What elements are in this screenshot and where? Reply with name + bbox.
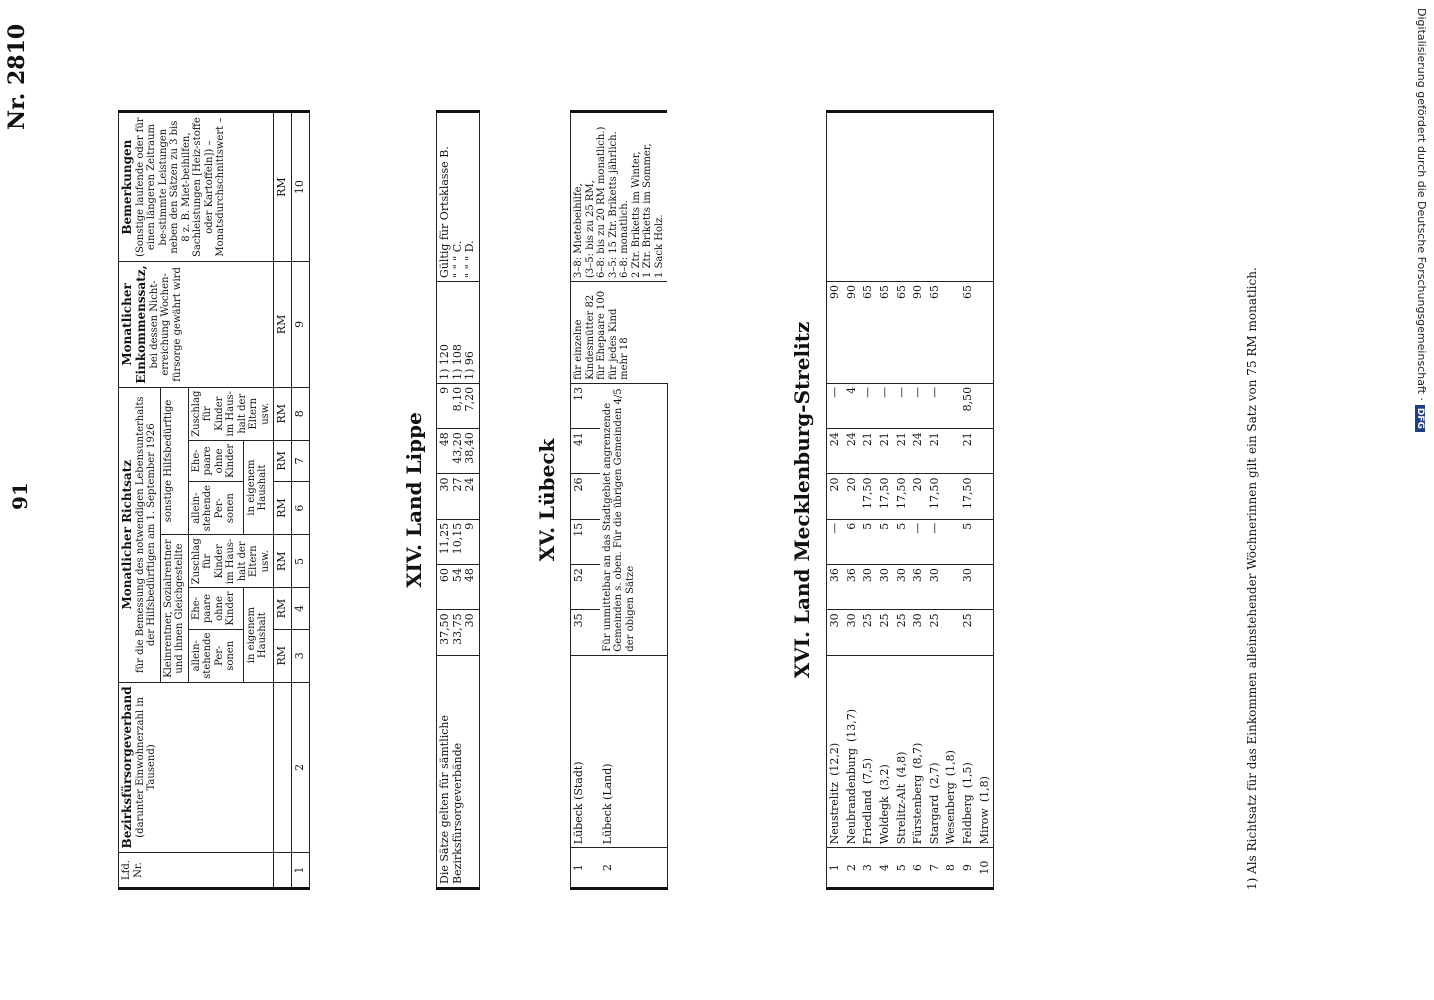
mecklenburg-c4: 30 [894, 565, 911, 610]
header-allein-b: allein-stehende Per-sonen [188, 482, 243, 535]
header-bemerkungen [119, 112, 274, 262]
section-title-lippe: XIV. Land Lippe [402, 412, 426, 588]
mecklenburg-c10 [844, 112, 861, 282]
mecklenburg-c9: 65 [960, 281, 977, 383]
header-group-a: Kleinrentner, Sozialrentner und ihnen Gleichgestellte [160, 535, 188, 683]
unit-cell: RM [274, 629, 292, 682]
header-group-b: sonstige Hilfsbedürftige [160, 387, 188, 535]
mecklenburg-c7: 21 [860, 429, 877, 474]
lippe-label: Die Sätze gelten für sämtliche Bezirksfürsorgeverbände [437, 655, 480, 888]
mecklenburg-c9: 65 [860, 281, 877, 383]
mecklenburg-name: Neubrandenburg [844, 748, 858, 845]
header-haushalt-b: in eigenem Haushalt [243, 440, 273, 534]
credit-text: Digitalisierung gefördert durch die Deutsche Forschungsgemeinschaft · [1415, 8, 1428, 401]
mecklenburg-c5: — [927, 519, 944, 564]
mecklenburg-c8: — [894, 383, 911, 428]
mecklenburg-c9: 90 [910, 281, 927, 383]
header-richtsatz-sub: für die Bemessung des notwendigen Lebensunterhalts der Hilfsbedürftigen am 1. September 1926 [134, 396, 158, 674]
table-row [437, 112, 480, 889]
column-number: 6 [291, 482, 309, 535]
mecklenburg-c9: 65 [877, 281, 894, 383]
header-richtsatz-title: Monatlicher Richtsatz [120, 459, 134, 610]
mecklenburg-population: (1,8) [977, 776, 991, 803]
table-row [860, 112, 877, 889]
mecklenburg-population: (2,7) [927, 762, 941, 789]
lippe-table [436, 110, 480, 890]
mecklenburg-name-cell [927, 655, 944, 848]
mecklenburg-c3: 30 [844, 610, 861, 655]
mecklenburg-c6 [977, 474, 994, 519]
mecklenburg-c8: — [910, 383, 927, 428]
mecklenburg-population: (4,8) [894, 751, 908, 778]
mecklenburg-c7: 24 [844, 429, 861, 474]
header-haushalt-a: in eigenem Haushalt [243, 588, 273, 682]
dfg-logo: DFG [1415, 405, 1425, 432]
lippe-c4: 60 54 48 [437, 565, 480, 610]
header-ehe-a: Ehe-paare ohne Kinder [188, 588, 243, 629]
mecklenburg-c5: 5 [894, 519, 911, 564]
mecklenburg-c3: 25 [877, 610, 894, 655]
page-header [4, 0, 48, 1000]
table-row [894, 112, 911, 889]
mecklenburg-c4: 30 [860, 565, 877, 610]
luebeck-c7: 41 [571, 429, 600, 474]
unit-cell: RM [274, 440, 292, 481]
mecklenburg-c8: — [877, 383, 894, 428]
mecklenburg-c8: — [860, 383, 877, 428]
mecklenburg-c6: 17,50 [960, 474, 977, 519]
lippe-c8: 9 8,10 7,20 [437, 383, 480, 428]
mecklenburg-c8: — [927, 383, 944, 428]
header-verband-sub: (darunter Einwohnerzahl in Tausend) [134, 697, 158, 838]
header-verband [119, 682, 274, 852]
header-richtsatz [119, 387, 161, 682]
mecklenburg-c10 [927, 112, 944, 282]
mecklenburg-c6: 17,50 [894, 474, 911, 519]
table-row [877, 112, 894, 889]
mecklenburg-c9: 65 [894, 281, 911, 383]
mecklenburg-nr: 5 [894, 848, 911, 889]
mecklenburg-name-cell [827, 655, 844, 848]
table-row [571, 112, 600, 889]
mecklenburg-c7: 24 [827, 429, 844, 474]
mecklenburg-c8: — [827, 383, 844, 428]
mecklenburg-name-cell [977, 655, 994, 848]
mecklenburg-name: Woldegk [877, 796, 891, 845]
mecklenburg-c5 [943, 519, 960, 564]
footnote: 1) Als Richtsatz für das Einkommen alleinstehender Wöchnerinnen gilt ein Satz von 75 RM monatlich. [1245, 267, 1259, 890]
luebeck-c5: 15 [571, 519, 600, 564]
digitization-credit [1408, 8, 1428, 998]
mecklenburg-c3: 25 [860, 610, 877, 655]
mecklenburg-c10 [960, 112, 977, 282]
mecklenburg-c8: 8,50 [960, 383, 977, 428]
unit-cell: RM [274, 262, 292, 387]
mecklenburg-c3: 25 [960, 610, 977, 655]
mecklenburg-c7: 21 [894, 429, 911, 474]
mecklenburg-population: (1,8) [944, 750, 958, 777]
mecklenburg-c7 [943, 429, 960, 474]
mecklenburg-c9 [943, 281, 960, 383]
section-title-luebeck: XV. Lübeck [535, 438, 559, 562]
luebeck-c6: 26 [571, 474, 600, 519]
luebeck-c8: 13 [571, 383, 600, 428]
unit-cell [274, 682, 292, 852]
column-number: 7 [291, 440, 309, 481]
column-number: 8 [291, 387, 309, 440]
column-number: 3 [291, 629, 309, 682]
mecklenburg-c6: 17,50 [877, 474, 894, 519]
mecklenburg-c4 [943, 565, 960, 610]
luebeck-c3: 35 [571, 610, 600, 655]
unit-cell: RM [274, 588, 292, 629]
mecklenburg-c3 [977, 610, 994, 655]
mecklenburg-c10 [943, 112, 960, 282]
mecklenburg-c10 [894, 112, 911, 282]
mecklenburg-c5: 5 [860, 519, 877, 564]
mecklenburg-nr: 3 [860, 848, 877, 889]
mecklenburg-name-cell [877, 655, 894, 848]
mecklenburg-nr: 2 [844, 848, 861, 889]
mecklenburg-c3: 25 [927, 610, 944, 655]
mecklenburg-c8: 4 [844, 383, 861, 428]
header-verband-title: Bezirksfürsorgeverband [120, 686, 134, 849]
mecklenburg-c4: 36 [910, 565, 927, 610]
mecklenburg-c6: 20 [844, 474, 861, 519]
mecklenburg-c5: — [827, 519, 844, 564]
mecklenburg-c5 [977, 519, 994, 564]
table-row [844, 112, 861, 889]
mecklenburg-c7: 21 [927, 429, 944, 474]
mecklenburg-nr: 4 [877, 848, 894, 889]
mecklenburg-c10 [860, 112, 877, 282]
column-number: 10 [291, 112, 309, 262]
mecklenburg-c7: 21 [960, 429, 977, 474]
header-bemerkungen-title: Bemerkungen [120, 139, 134, 235]
mecklenburg-c3: 30 [910, 610, 927, 655]
mecklenburg-c9: 65 [927, 281, 944, 383]
luebeck-c4: 52 [571, 565, 600, 610]
header-zuschlag-b: Zuschlag für Kinder im Haus-halt der Eltern usw. [188, 387, 274, 440]
mecklenburg-population: (12,2) [828, 742, 841, 776]
lippe-c5: 11,25 10,15 9 [437, 519, 480, 564]
mecklenburg-nr: 7 [927, 848, 944, 889]
table-row [910, 112, 927, 889]
mecklenburg-name: Stargard [927, 794, 941, 845]
luebeck-land-note: Für unmittelbar an das Stadtgebiet angrenzende Gemeinden s. oben. Für die übrigen Gemeinden 4/5 der obigen Sätze [600, 383, 667, 655]
mecklenburg-c7: 21 [877, 429, 894, 474]
mecklenburg-name: Wesenberg [944, 782, 958, 845]
mecklenburg-c8 [943, 383, 960, 428]
luebeck-c9: für einzelne Kindesmütter 82 für Ehepaare 100 für jedes Kind mehr 18 [571, 281, 668, 383]
header-allein-a: allein-stehende Per-sonen [188, 629, 243, 682]
table-row [927, 112, 944, 889]
mecklenburg-name-cell [910, 655, 927, 848]
mecklenburg-c4 [977, 565, 994, 610]
mecklenburg-c9: 90 [844, 281, 861, 383]
mecklenburg-name-cell [894, 655, 911, 848]
mecklenburg-c6: 20 [827, 474, 844, 519]
mecklenburg-name-cell [960, 655, 977, 848]
lippe-c10: Gültig für Ortsklasse B. " " " C. " " " D. [437, 112, 480, 282]
header-einkommen-sub: bei dessen Nicht-erreichung Wochen-fürsorge gewährt wird [148, 267, 183, 382]
mecklenburg-c6: 17,50 [927, 474, 944, 519]
header-table [118, 110, 310, 890]
mecklenburg-c5: 5 [877, 519, 894, 564]
lippe-c3: 37,50 33,75 30 [437, 610, 480, 655]
column-number: 9 [291, 262, 309, 387]
mecklenburg-population: (8,7) [911, 742, 925, 769]
mecklenburg-name: Mirow [977, 808, 991, 845]
mecklenburg-c3: 30 [827, 610, 844, 655]
header-lfd-nr: Lfd. Nr. [119, 852, 274, 888]
mecklenburg-name-cell [860, 655, 877, 848]
mecklenburg-c5: — [910, 519, 927, 564]
mecklenburg-name: Friedland [861, 790, 875, 845]
luebeck-name: Lübeck (Land) [600, 655, 667, 848]
mecklenburg-name-cell [943, 655, 960, 848]
header-bemerkungen-sub: (Sonstige laufende oder für einen längeren Zeitraum be-stimmte Leistungen neben den Sätzen zu 3 bis 8 z. B. Miet-beihilfen, Sachleistungen [Heiz-stoffe oder Kartoffeln]) – Monatsdurchschnittswert – [134, 117, 227, 257]
mecklenburg-nr: 1 [827, 848, 844, 889]
luebeck-name: Lübeck (Stadt) [571, 655, 600, 848]
mecklenburg-name: Strelitz-Alt [894, 783, 908, 845]
mecklenburg-c5: 5 [960, 519, 977, 564]
header-ehe-b: Ehe-paare ohne Kinder [188, 440, 243, 481]
mecklenburg-c4: 30 [927, 565, 944, 610]
mecklenburg-c3: 25 [894, 610, 911, 655]
mecklenburg-nr: 6 [910, 848, 927, 889]
luebeck-table [570, 110, 668, 890]
mecklenburg-name: Fürstenberg [911, 774, 925, 845]
mecklenburg-c4: 36 [827, 565, 844, 610]
column-number: 4 [291, 588, 309, 629]
luebeck-nr: 2 [600, 848, 667, 889]
column-number: 5 [291, 535, 309, 588]
mecklenburg-name: Feldberg [961, 794, 975, 845]
table-row [977, 112, 994, 889]
mecklenburg-c4: 36 [844, 565, 861, 610]
table-row [827, 112, 844, 889]
mecklenburg-c9 [977, 281, 994, 383]
mecklenburg-name: Neustrelitz [828, 781, 841, 845]
mecklenburg-c9: 90 [827, 281, 844, 383]
mecklenburg-c10 [827, 112, 844, 282]
mecklenburg-c8 [977, 383, 994, 428]
table-row [943, 112, 960, 889]
mecklenburg-c4: 30 [877, 565, 894, 610]
luebeck-nr: 1 [571, 848, 600, 889]
mecklenburg-population: (13,7) [844, 708, 858, 742]
mecklenburg-population: (7,5) [861, 757, 875, 785]
mecklenburg-table [826, 110, 994, 890]
unit-cell: RM [274, 482, 292, 535]
mecklenburg-c6: 20 [910, 474, 927, 519]
page-number-right: Nr. 2810 [4, 23, 30, 130]
luebeck-c10: 3–8: Mietebeihilfe, (3–5: bis zu 25 RM, 6–8: bis zu 20 RM monatlich.) 3–5: 15 Ztr. Briketts jährlich. 6–8: monatlich. 2 Ztr. Briketts im Winter, 1 Ztr. Briketts im Sommer, 1 Sack Holz. [571, 112, 668, 282]
mecklenburg-c10 [910, 112, 927, 282]
unit-cell [274, 852, 292, 888]
mecklenburg-c5: 6 [844, 519, 861, 564]
mecklenburg-c6: 17,50 [860, 474, 877, 519]
table-row [960, 112, 977, 889]
mecklenburg-population: (3,2) [877, 764, 891, 791]
mecklenburg-nr: 9 [960, 848, 977, 889]
mecklenburg-name-cell [844, 655, 861, 848]
header-einkommen-title: Monatlicher Einkommenssatz, [120, 265, 148, 384]
header-einkommen [119, 262, 274, 387]
lippe-c6: 30 27 24 [437, 474, 480, 519]
page-number-left: 91 [8, 482, 32, 510]
mecklenburg-c6 [943, 474, 960, 519]
column-number: 2 [291, 682, 309, 852]
mecklenburg-nr: 8 [943, 848, 960, 889]
unit-cell: RM [274, 387, 292, 440]
mecklenburg-c10 [877, 112, 894, 282]
mecklenburg-c7: 24 [910, 429, 927, 474]
lippe-c9: 1) 120 1) 108 1) 96 [437, 281, 480, 383]
mecklenburg-c3 [943, 610, 960, 655]
mecklenburg-c7 [977, 429, 994, 474]
mecklenburg-nr: 10 [977, 848, 994, 889]
mecklenburg-c4: 30 [960, 565, 977, 610]
mecklenburg-population: (1,5) [961, 762, 975, 789]
lippe-c7: 48 43,20 38,40 [437, 429, 480, 474]
column-number: 1 [291, 852, 309, 888]
header-zuschlag-a: Zuschlag für Kinder im Haus-halt der Eltern usw. [188, 535, 274, 588]
unit-cell: RM [274, 112, 292, 262]
mecklenburg-c10 [977, 112, 994, 282]
section-title-mecklenburg: XVI. Land Mecklenburg-Strelitz [790, 321, 814, 679]
unit-cell: RM [274, 535, 292, 588]
